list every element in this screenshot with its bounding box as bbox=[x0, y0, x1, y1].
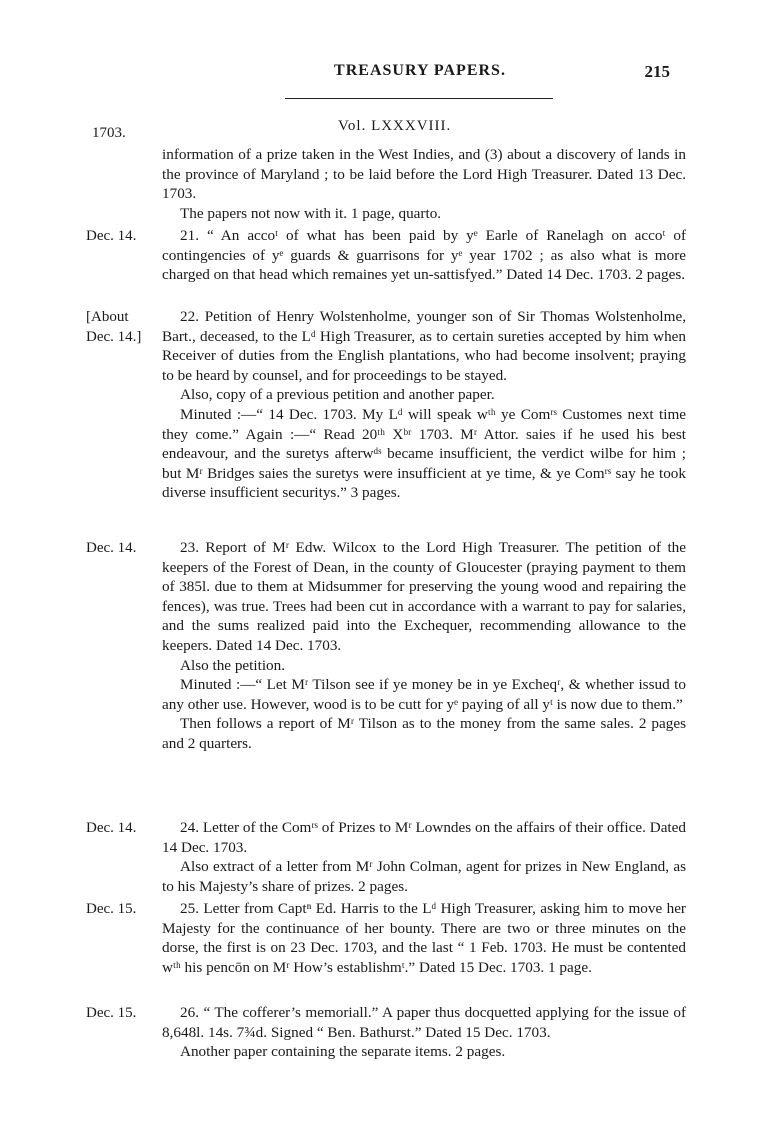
entry-paragraph: 21. “ An accoᵗ of what has been paid by yᵉ Earle of Ranelagh on accoᵗ of contingencies of yᵉ guards & guarrisons for yᵉ year 1702 ; as also what is more charged on that head which remaines yet un-sattisfyed.” Dated 14 Dec. 1703. 2 pages. bbox=[162, 227, 686, 284]
entry-paragraph: Also the petition. bbox=[180, 656, 286, 674]
volume-heading: Vol. LXXXVIII. bbox=[338, 118, 452, 134]
entry-paragraph: Also extract of a letter from Mʳ John Colman, agent for prizes in New England, as to his Majesty’s share of prizes. 2 pages. bbox=[162, 858, 686, 895]
entry-body bbox=[162, 818, 686, 896]
entry-date: Dec. 15. bbox=[86, 901, 137, 917]
entry-body bbox=[162, 1003, 686, 1062]
entry-body bbox=[162, 226, 686, 285]
entry-paragraph: 22. Petition of Henry Wolstenholme, younger son of Sir Thomas Wolstenholme, Bart., deceased, to the Lᵈ High Treasurer, as to certain sureties accepted by him when Receiver of duties from the English plantations, who had become insolvent; praying to be heard by counsel, and for proceedings to be stayed. bbox=[162, 308, 686, 384]
entry-body bbox=[162, 307, 686, 503]
margin-year: 1703. bbox=[92, 125, 126, 141]
entry-paragraph: Also, copy of a previous petition and another paper. bbox=[180, 386, 495, 404]
entry-body bbox=[162, 538, 686, 754]
entry-body bbox=[162, 899, 686, 977]
entry-date: Dec. 14. bbox=[86, 228, 137, 244]
entry-paragraph: information of a prize taken in the West Indies, and (3) about a discovery of lands in the province of Maryland ; to be laid before the Lord High Treasurer. Dated 13 Dec. 1703. bbox=[162, 146, 686, 203]
entry-paragraph: Minuted :—“ Let Mʳ Tilson see if ye money be in ye Excheqʳ, & whether issud to any other use. However, wood is to be cutt for yᵉ paying of all yᵗ is now due to them.” bbox=[162, 676, 686, 713]
entry-paragraph: 26. “ The cofferer’s memoriall.” A paper thus docquetted applying for the issue of 8,648l. 14s. 7¾d. Signed “ Ben. Bathurst.” Dated 15 Dec. 1703. bbox=[162, 1004, 686, 1041]
entry-paragraph: 25. Letter from Captⁿ Ed. Harris to the Lᵈ High Treasurer, asking him to move her Majesty for the continuance of her bounty. There are two or three minutes on the dorse, the first is on 23 Dec. 1703, and the last “ 1 Feb. 1703. He must be contented wᵗʰ his pencōn on Mʳ How’s establishmᵗ.” Dated 15 Dec. 1703. 1 page. bbox=[162, 900, 686, 976]
entry-paragraph: Then follows a report of Mʳ Tilson as to the money from the same sales. 2 pages and 2 quarters. bbox=[162, 715, 686, 752]
entry-body bbox=[162, 145, 686, 223]
entry-paragraph: The papers not now with it. 1 page, quarto. bbox=[180, 204, 442, 222]
entry-paragraph: Another paper containing the separate items. 2 pages. bbox=[180, 1043, 506, 1061]
entry-date: Dec. 14. bbox=[86, 820, 137, 836]
entry-paragraph: 23. Report of Mʳ Edw. Wilcox to the Lord High Treasurer. The petition of the keepers of the Forest of Dean, in the county of Gloucester (praying payment to them of 385l. due to them at Midsummer for preserving the young wood and repairing the fences), was true. Trees had been cut in accordance with a warrant to pay for salaries, and the sums realized paid into the Exchequer, recommending allowance to the keepers. Dated 14 Dec. 1703. bbox=[162, 539, 686, 654]
page-number: 215 bbox=[644, 62, 670, 81]
entry-date: [About Dec. 14.] bbox=[86, 309, 142, 345]
entry-date: Dec. 14. bbox=[86, 540, 137, 556]
running-title: TREASURY PAPERS. bbox=[334, 62, 506, 79]
header-rule bbox=[285, 98, 553, 99]
entry-date: Dec. 15. bbox=[86, 1005, 137, 1021]
entry-paragraph: 24. Letter of the Comʳˢ of Prizes to Mʳ Lowndes on the affairs of their office. Dated 14 Dec. 1703. bbox=[162, 819, 686, 856]
entry-paragraph: Minuted :—“ 14 Dec. 1703. My Lᵈ will speak wᵗʰ ye Comʳˢ Customes next time they come.” Again :—“ Read 20ᵗʰ Xᵇʳ 1703. Mʳ Attor. saies if he used his best endeavour, and the suretys afterwᵈˢ became insufficient, the verdict wilbe for him ; but Mʳ Bridges saies the suretys were insufficient at ye time, & ye Comʳˢ say he took diverse insufficient securitys.” 3 pages. bbox=[162, 405, 686, 502]
